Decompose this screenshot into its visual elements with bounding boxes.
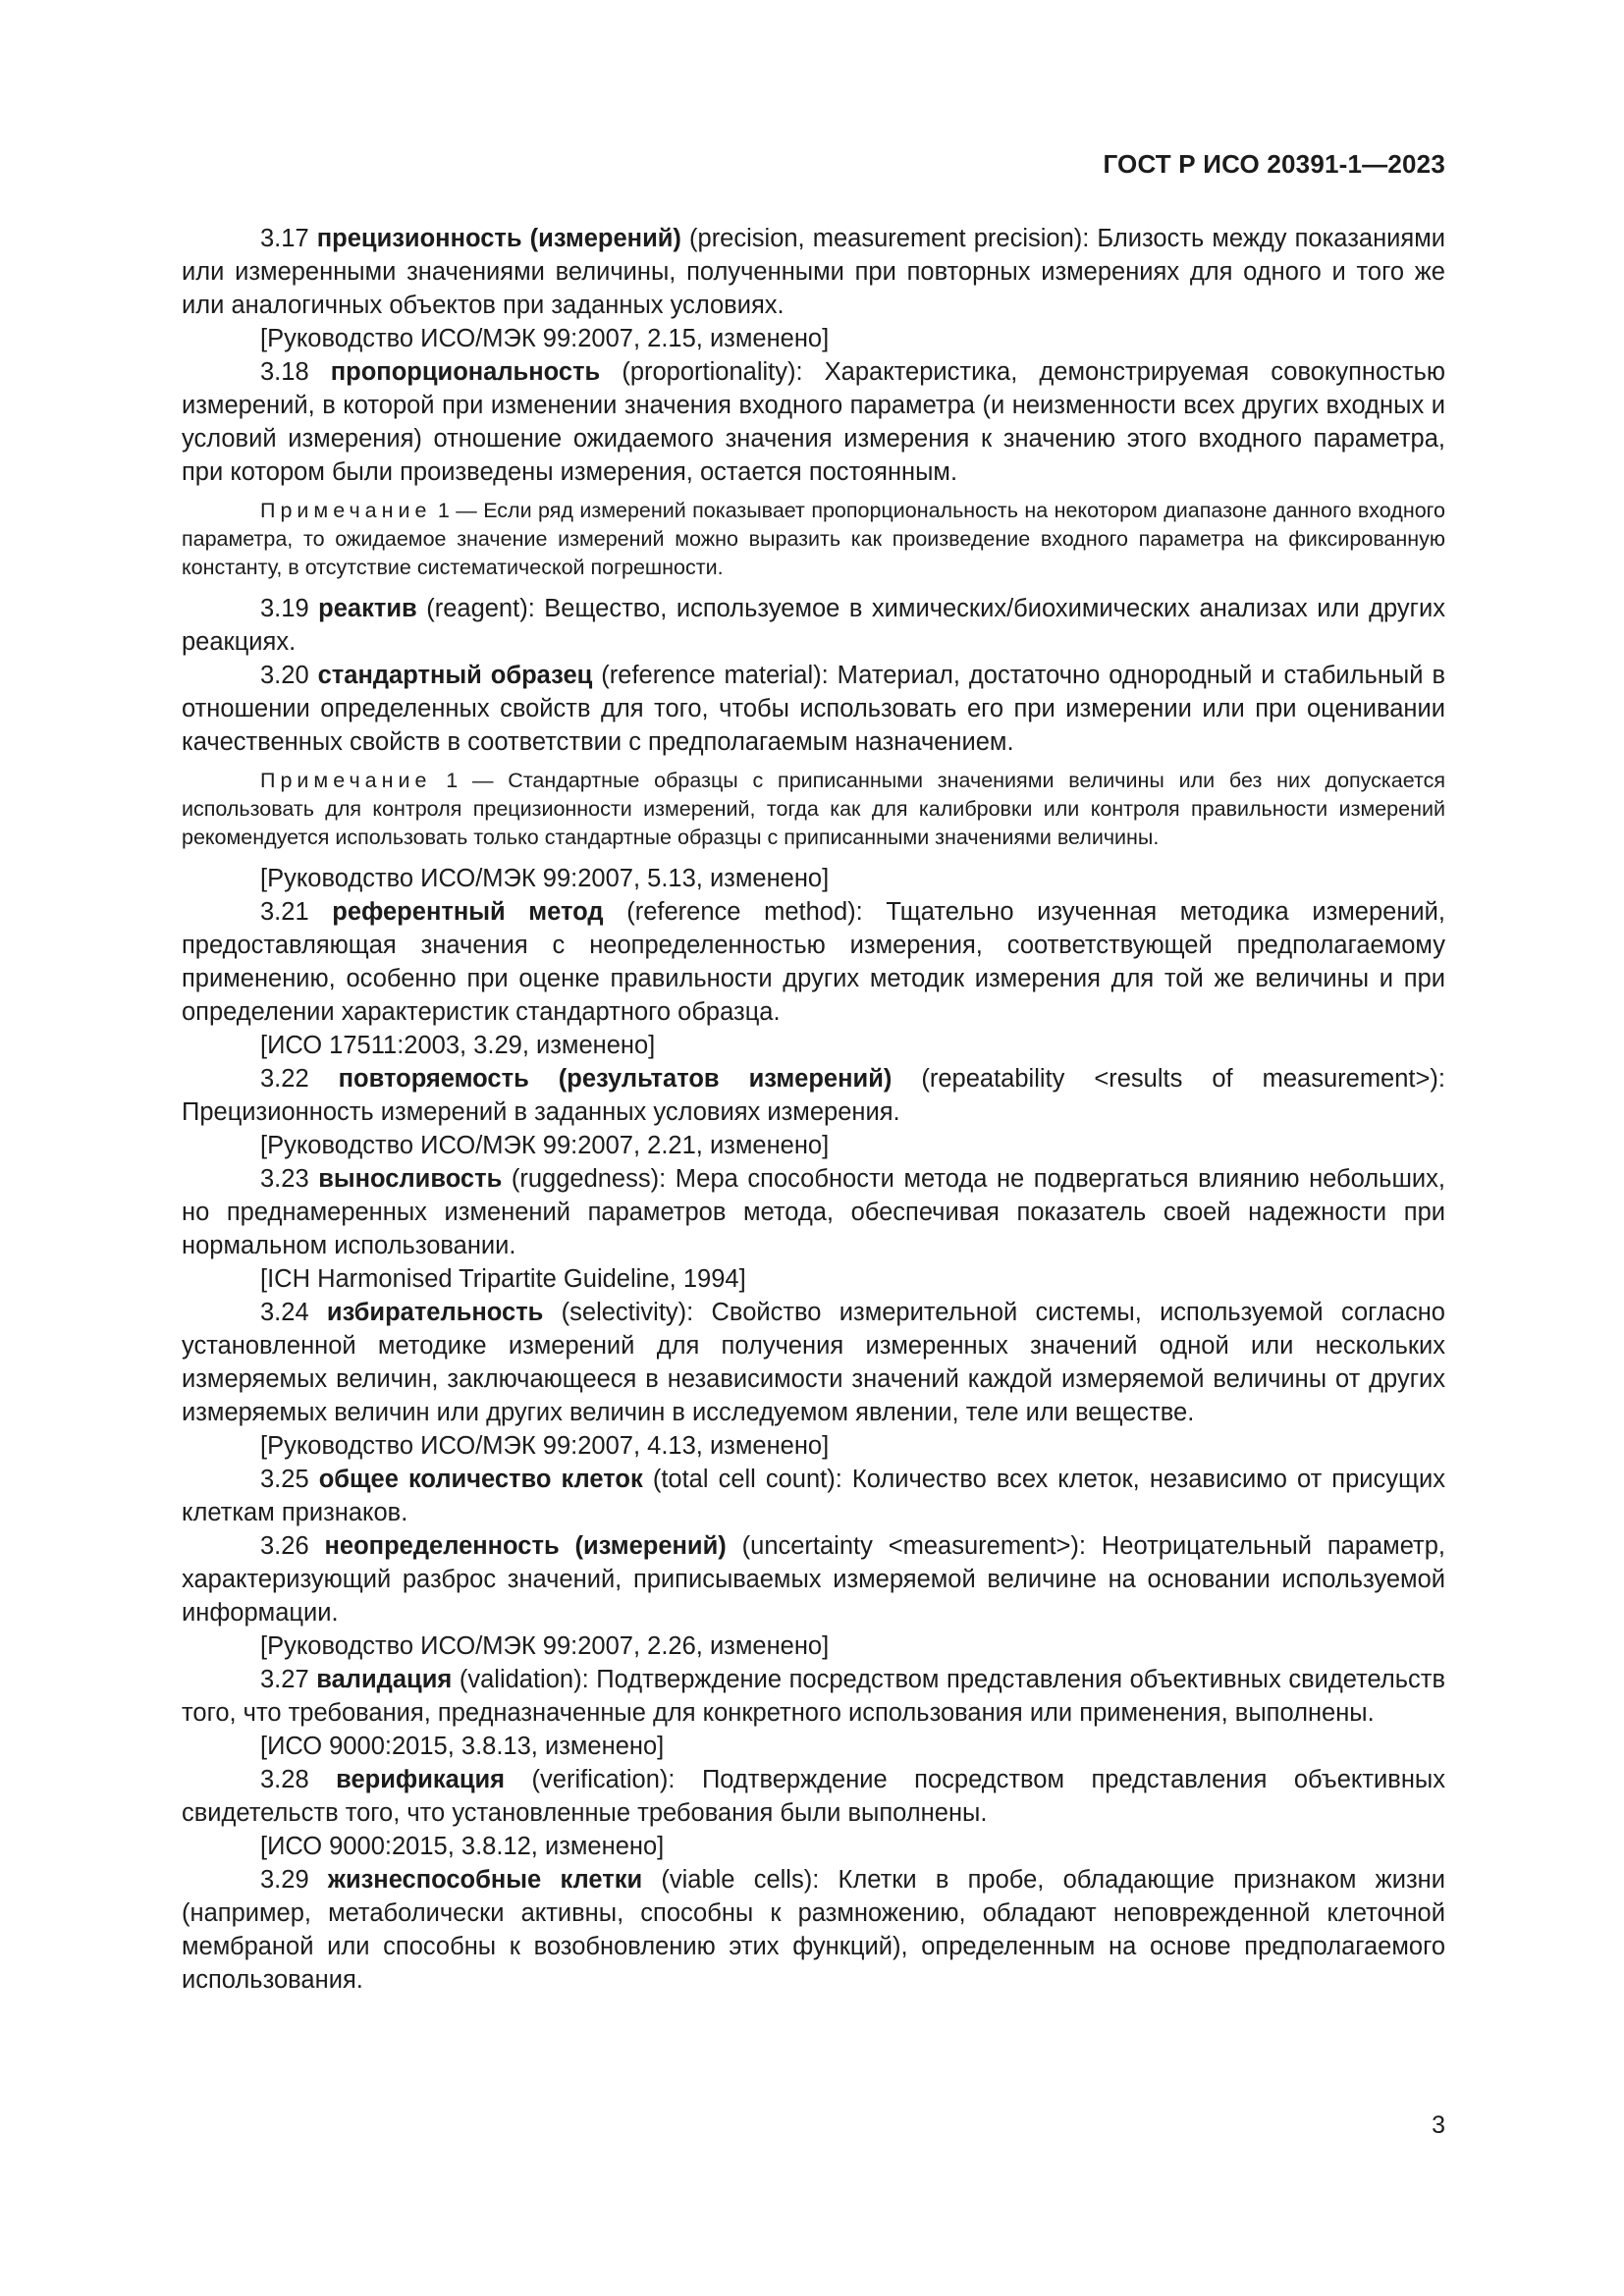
- source-reference: [Руководство ИСО/МЭК 99:2007, 2.26, изменено]: [260, 1632, 830, 1660]
- source-reference: [Руководство ИСО/МЭК 99:2007, 2.15, изменено]: [260, 325, 830, 352]
- definition-number: 3.25: [260, 1466, 309, 1493]
- definition-number: 3.18: [260, 358, 309, 386]
- definition-3-24: [182, 1296, 1445, 1429]
- definition-term: валидация: [316, 1666, 453, 1693]
- source-reference: [Руководство ИСО/МЭК 99:2007, 2.21, изменено]: [260, 1132, 830, 1159]
- definition-text: (total cell count): Количество всех клеток, независимо от присущих клеткам признаков.: [182, 1466, 1446, 1526]
- definition-text: (reference method): Тщательно изученная методика измерений, предоставляющая значения с неопределенностью измерения, соответствующей предполагаемому применению, особенно при оценке правильности других методик измерения для той же величины и при определении характеристик стандартного образца.: [182, 898, 1445, 1026]
- definition-number: 3.29: [260, 1866, 309, 1894]
- definition-number: 3.21: [260, 898, 309, 926]
- definition-term: референтный метод: [332, 898, 604, 926]
- definition-3-29: [182, 1863, 1445, 1997]
- definition-3-26: [182, 1529, 1445, 1629]
- definition-term: избирательность: [326, 1299, 544, 1326]
- definition-number: 3.17: [260, 225, 309, 252]
- definition-number: 3.24: [260, 1299, 309, 1326]
- definition-text: (reagent): Вещество, используемое в химических/биохимических анализах или других реакциях.: [182, 595, 1445, 656]
- document-header: ГОСТ Р ИСО 20391-1—2023: [1103, 149, 1445, 179]
- note-number: 1: [446, 769, 459, 792]
- definition-text: (precision, measurement precision): Близость между показаниями или измеренными значениями величины, полученными при повторных измерениях для одного и того же или аналогичных объектов при заданных условиях.: [182, 225, 1445, 319]
- definition-3-21: [182, 895, 1445, 1029]
- definition-3-25: [182, 1463, 1445, 1529]
- definition-text: (uncertainty <measurement>): Неотрицательный параметр, характеризующий разброс значений, приписываемых измеряемой величине на основании используемой информации.: [182, 1532, 1445, 1627]
- source-reference: [ИСО 17511:2003, 3.29, изменено]: [260, 1032, 656, 1059]
- source-reference: [Руководство ИСО/МЭК 99:2007, 4.13, изменено]: [260, 1432, 830, 1460]
- definition-term: неопределенность (измерений): [324, 1532, 727, 1560]
- definition-3-23: [182, 1162, 1445, 1262]
- definition-number: 3.20: [260, 662, 309, 689]
- source-reference: [ICH Harmonised Tripartite Guideline, 1994]: [260, 1265, 746, 1293]
- definition-number: 3.26: [260, 1532, 309, 1560]
- definition-term: прецизионность (измерений): [316, 225, 681, 252]
- definition-term: верификация: [336, 1766, 506, 1793]
- definition-term: реактив: [318, 595, 417, 622]
- definition-3-18: [182, 355, 1445, 489]
- definition-number: 3.28: [260, 1766, 309, 1793]
- definition-text: (repeatability <results of measurement>): Прецизионность измерений в заданных условиях измерения.: [182, 1065, 1445, 1126]
- note-label: Примечание: [260, 499, 432, 522]
- definition-text: (validation): Подтверждение посредством представления объективных свидетельств того, что требования, предназначенные для конкретного использования или применения, выполнены.: [182, 1666, 1445, 1727]
- definition-3-20: [182, 659, 1445, 759]
- definition-number: 3.23: [260, 1165, 309, 1193]
- note: Примечание 1 — Стандартные образцы с приписанными значениями величины или без них допускается использовать для контроля прецизионности измерений, тогда как для калибровки или контроля правильности измерений рекомендуется использовать только стандартные образцы с приписанными значениями величины.: [182, 769, 1446, 849]
- note-number: 1: [437, 499, 450, 522]
- definition-3-28: [182, 1763, 1445, 1830]
- definition-text: (viable cells): Клетки в пробе, обладающие признаком жизни (например, метаболически активны, способны к размножению, обладают неповрежденной клеточной мембраной или способны к возобновлению этих функций), определенным на основе предполагаемого использования.: [182, 1866, 1445, 1994]
- source-reference: [ИСО 9000:2015, 3.8.12, изменено]: [260, 1833, 665, 1860]
- definition-number: 3.22: [260, 1065, 309, 1093]
- definition-text: (reference material): Материал, достаточно однородный и стабильный в отношении определенных свойств для того, чтобы использовать его при измерении или при оценивании качественных свойств в соответствии с предполагаемым назначением.: [182, 662, 1445, 756]
- definition-term: жизнеспособные клетки: [327, 1866, 643, 1894]
- definition-text: (proportionality): Характеристика, демонстрируемая совокупностью измерений, в которой при изменении значения входного параметра (и неизменности всех других входных и условий измерения) отношение ожидаемого значения измерения к значению этого входного параметра, при котором были произведены измерения, остается постоянным.: [182, 358, 1446, 486]
- definition-term: стандартный образец: [317, 662, 593, 689]
- note-label: Примечание: [260, 769, 432, 792]
- definition-text: (ruggedness): Мера способности метода не подвергаться влиянию небольших, но преднамеренных изменений параметров метода, обеспечивая показатель своей надежности при нормальном использовании.: [182, 1165, 1445, 1259]
- definition-term: общее количество клеток: [318, 1466, 643, 1493]
- page-body: [182, 222, 1445, 1997]
- source-reference: [ИСО 9000:2015, 3.8.13, изменено]: [260, 1733, 665, 1760]
- note-text: Если ряд измерений показывает пропорциональность на некотором диапазоне данного входного параметра, то ожидаемое значение измерений можно выразить как произведение входного параметра на фиксированную константу, в отсутствие систематической погрешности.: [182, 499, 1445, 579]
- definition-3-19: [182, 592, 1445, 659]
- note-text: Стандартные образцы с приписанными значениями величины или без них допускается использовать для контроля прецизионности измерений, тогда как для калибровки или контроля правильности измерений рекомендуется использовать только стандартные образцы с приписанными значениями величины.: [182, 769, 1446, 849]
- definition-term: пропорциональность: [330, 358, 601, 386]
- definition-term: повторяемость (результатов измерений): [338, 1065, 893, 1093]
- definition-3-22: [182, 1062, 1445, 1129]
- page-number: 3: [1432, 2111, 1445, 2139]
- definition-number: 3.27: [260, 1666, 309, 1693]
- definition-3-27: [182, 1663, 1445, 1730]
- note: Примечание 1 — Если ряд измерений показывает пропорциональность на некотором диапазоне данного входного параметра, то ожидаемое значение измерений можно выразить как произведение входного параметра на фиксированную константу, в отсутствие систематической погрешности.: [182, 499, 1445, 579]
- source-reference: [Руководство ИСО/МЭК 99:2007, 5.13, изменено]: [260, 865, 830, 892]
- definition-term: выносливость: [318, 1165, 503, 1193]
- definition-text: (verification): Подтверждение посредством представления объективных свидетельств того, что установленные требования были выполнены.: [182, 1766, 1446, 1827]
- definition-3-17: [182, 222, 1445, 322]
- definition-number: 3.19: [260, 595, 309, 622]
- definition-text: (selectivity): Свойство измерительной системы, используемой согласно установленной методике измерений для получения измеренных значений одной или нескольких измеряемых величин, заключающееся в независимости значений каждой измеряемой величины от других измеряемых величин или других величин в исследуемом явлении, теле или веществе.: [182, 1299, 1445, 1426]
